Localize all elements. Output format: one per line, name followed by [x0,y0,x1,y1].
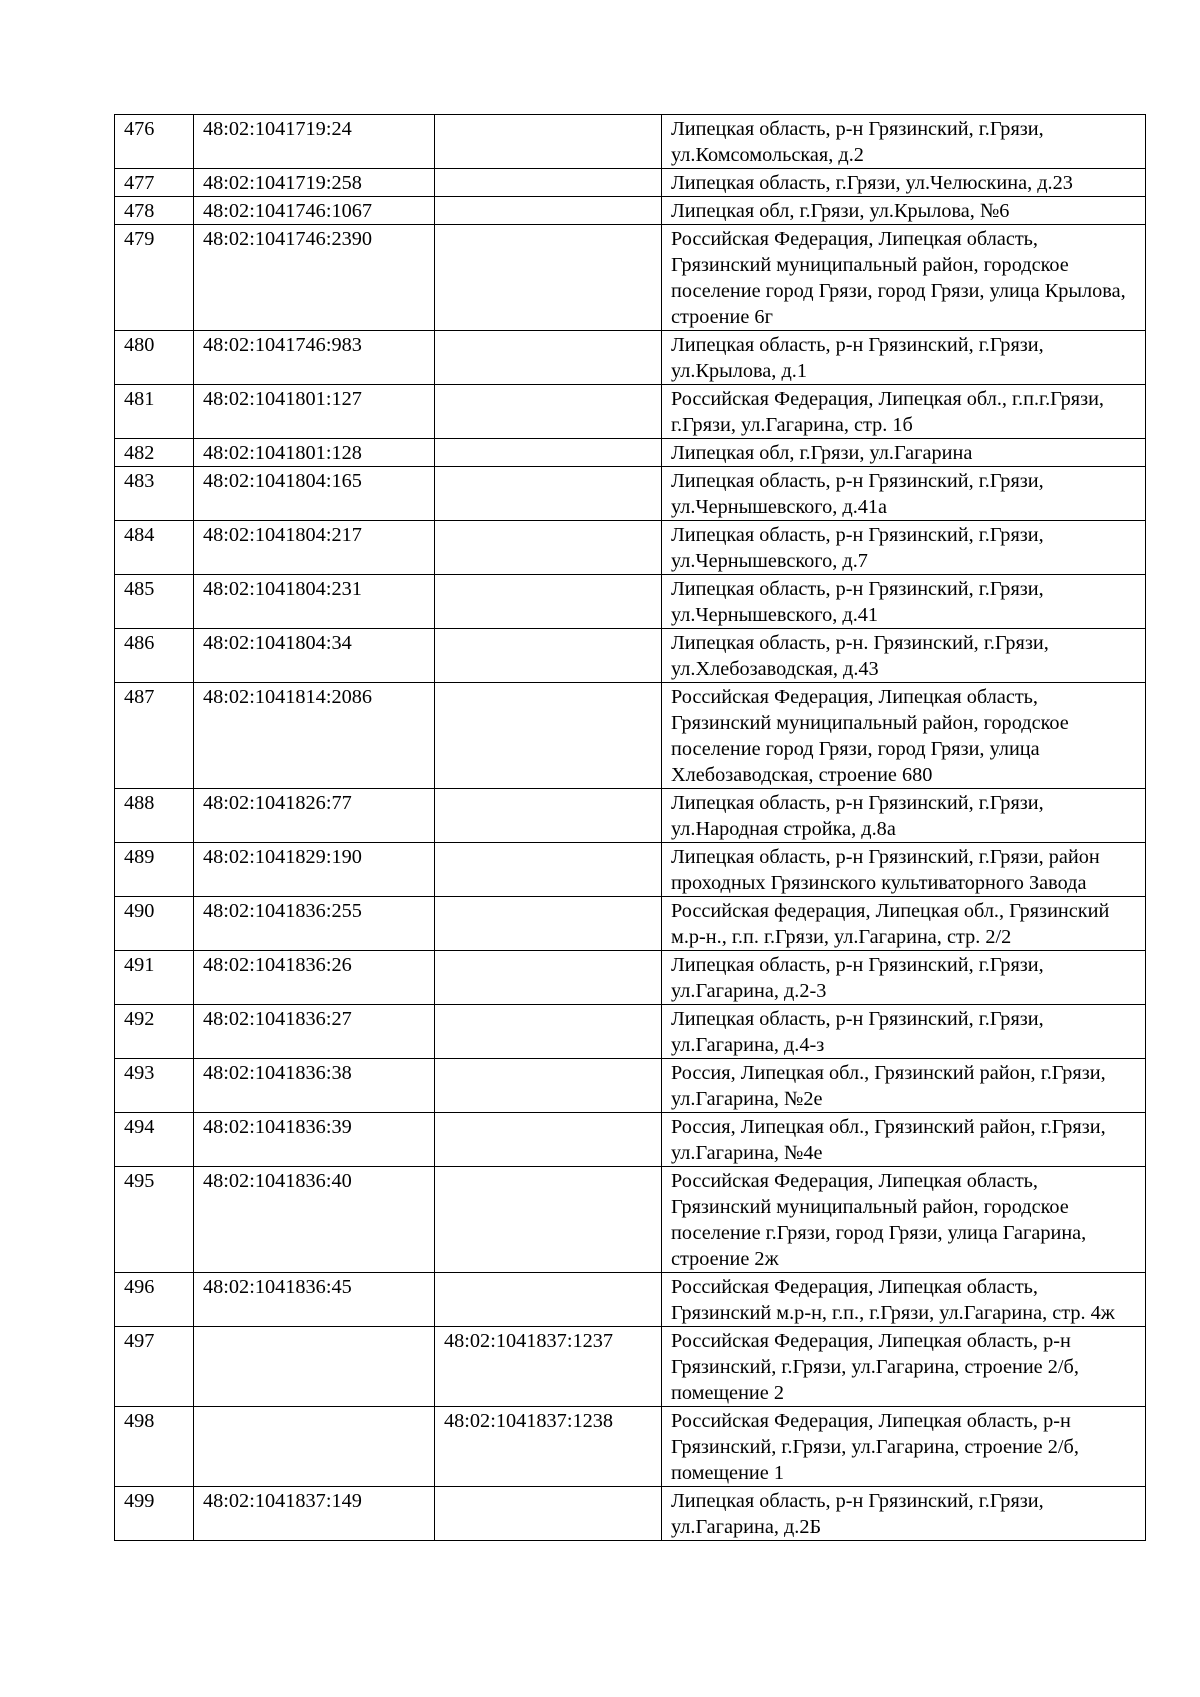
parcel-cadastral-number-cell: 48:02:1041801:127 [194,385,435,439]
premise-cadastral-number-cell [435,521,662,575]
address-cell: Липецкая обл, г.Грязи, ул.Гагарина [662,439,1146,467]
table-row [115,575,1146,629]
table-row [115,197,1146,225]
premise-cadastral-number-cell [435,897,662,951]
address-cell: Российская Федерация, Липецкая область, Грязинский муниципальный район, городское поселение город Грязи, город Грязи, улица Крылова, строение 6г [662,225,1146,331]
row-number-cell: 477 [115,169,194,197]
premise-cadastral-number-cell [435,1487,662,1541]
premise-cadastral-number-cell [435,197,662,225]
address-cell: Липецкая область, р-н. Грязинский, г.Грязи, ул.Хлебозаводская, д.43 [662,629,1146,683]
address-cell: Российская Федерация, Липецкая область, Грязинский муниципальный район, городское поселение г.Грязи, город Грязи, улица Гагарина, строение 2ж [662,1167,1146,1273]
cadastral-registry-table [114,114,1146,1541]
parcel-cadastral-number-cell: 48:02:1041804:34 [194,629,435,683]
table-row [115,1005,1146,1059]
row-number-cell: 483 [115,467,194,521]
parcel-cadastral-number-cell: 48:02:1041801:128 [194,439,435,467]
row-number-cell: 493 [115,1059,194,1113]
row-number-cell: 489 [115,843,194,897]
table-row [115,385,1146,439]
row-number-cell: 488 [115,789,194,843]
premise-cadastral-number-cell [435,1005,662,1059]
address-cell: Российская Федерация, Липецкая область, р-н Грязинский, г.Грязи, ул.Гагарина, строение 2/б, помещение 2 [662,1327,1146,1407]
row-number-cell: 482 [115,439,194,467]
parcel-cadastral-number-cell: 48:02:1041829:190 [194,843,435,897]
parcel-cadastral-number-cell: 48:02:1041804:217 [194,521,435,575]
address-cell: Липецкая область, р-н Грязинский, г.Грязи, ул.Гагарина, д.2-3 [662,951,1146,1005]
premise-cadastral-number-cell [435,951,662,1005]
premise-cadastral-number-cell [435,843,662,897]
address-cell: Липецкая область, р-н Грязинский, г.Грязи, район проходных Грязинского культиваторного Завода [662,843,1146,897]
table-row [115,1113,1146,1167]
row-number-cell: 480 [115,331,194,385]
row-number-cell: 479 [115,225,194,331]
row-number-cell: 496 [115,1273,194,1327]
premise-cadastral-number-cell [435,467,662,521]
parcel-cadastral-number-cell [194,1327,435,1407]
parcel-cadastral-number-cell: 48:02:1041746:983 [194,331,435,385]
parcel-cadastral-number-cell: 48:02:1041804:165 [194,467,435,521]
premise-cadastral-number-cell [435,575,662,629]
address-cell: Липецкая область, р-н Грязинский, г.Грязи, ул.Гагарина, д.2Б [662,1487,1146,1541]
premise-cadastral-number-cell [435,439,662,467]
address-cell: Россия, Липецкая обл., Грязинский район, г.Грязи, ул.Гагарина, №4е [662,1113,1146,1167]
row-number-cell: 481 [115,385,194,439]
address-cell: Липецкая область, р-н Грязинский, г.Грязи, ул.Крылова, д.1 [662,331,1146,385]
parcel-cadastral-number-cell: 48:02:1041836:255 [194,897,435,951]
parcel-cadastral-number-cell [194,1407,435,1487]
parcel-cadastral-number-cell: 48:02:1041836:27 [194,1005,435,1059]
address-cell: Российская Федерация, Липецкая область, Грязинский муниципальный район, городское поселение город Грязи, город Грязи, улица Хлебозаводская, строение 680 [662,683,1146,789]
table-row [115,951,1146,1005]
premise-cadastral-number-cell [435,1167,662,1273]
registry-table-body [115,115,1146,1541]
address-cell: Липецкая область, р-н Грязинский, г.Грязи, ул.Чернышевского, д.41 [662,575,1146,629]
premise-cadastral-number-cell [435,683,662,789]
address-cell: Липецкая область, р-н Грязинский, г.Грязи, ул.Чернышевского, д.7 [662,521,1146,575]
row-number-cell: 478 [115,197,194,225]
table-row [115,1487,1146,1541]
premise-cadastral-number-cell: 48:02:1041837:1238 [435,1407,662,1487]
table-row [115,1167,1146,1273]
table-row [115,843,1146,897]
address-cell: Липецкая область, р-н Грязинский, г.Грязи, ул.Народная стройка, д.8а [662,789,1146,843]
address-cell: Липецкая область, р-н Грязинский, г.Грязи, ул.Чернышевского, д.41а [662,467,1146,521]
parcel-cadastral-number-cell: 48:02:1041836:40 [194,1167,435,1273]
row-number-cell: 476 [115,115,194,169]
table-row [115,521,1146,575]
premise-cadastral-number-cell [435,169,662,197]
row-number-cell: 497 [115,1327,194,1407]
parcel-cadastral-number-cell: 48:02:1041746:1067 [194,197,435,225]
parcel-cadastral-number-cell: 48:02:1041826:77 [194,789,435,843]
address-cell: Липецкая область, р-н Грязинский, г.Грязи, ул.Гагарина, д.4-з [662,1005,1146,1059]
address-cell: Российская федерация, Липецкая обл., Грязинский м.р-н., г.п. г.Грязи, ул.Гагарина, стр. 2/2 [662,897,1146,951]
premise-cadastral-number-cell [435,331,662,385]
row-number-cell: 492 [115,1005,194,1059]
premise-cadastral-number-cell: 48:02:1041837:1237 [435,1327,662,1407]
parcel-cadastral-number-cell: 48:02:1041836:38 [194,1059,435,1113]
row-number-cell: 490 [115,897,194,951]
parcel-cadastral-number-cell: 48:02:1041814:2086 [194,683,435,789]
address-cell: Липецкая область, р-н Грязинский, г.Грязи, ул.Комсомольская, д.2 [662,115,1146,169]
row-number-cell: 494 [115,1113,194,1167]
parcel-cadastral-number-cell: 48:02:1041719:258 [194,169,435,197]
table-row [115,789,1146,843]
address-cell: Липецкая обл, г.Грязи, ул.Крылова, №6 [662,197,1146,225]
table-row [115,1059,1146,1113]
address-cell: Российская Федерация, Липецкая область, р-н Грязинский, г.Грязи, ул.Гагарина, строение 2/б, помещение 1 [662,1407,1146,1487]
address-cell: Российская Федерация, Липецкая область, Грязинский м.р-н, г.п., г.Грязи, ул.Гагарина, стр. 4ж [662,1273,1146,1327]
row-number-cell: 499 [115,1487,194,1541]
table-row [115,629,1146,683]
row-number-cell: 495 [115,1167,194,1273]
table-row [115,467,1146,521]
parcel-cadastral-number-cell: 48:02:1041746:2390 [194,225,435,331]
premise-cadastral-number-cell [435,115,662,169]
row-number-cell: 487 [115,683,194,789]
premise-cadastral-number-cell [435,629,662,683]
premise-cadastral-number-cell [435,1113,662,1167]
premise-cadastral-number-cell [435,225,662,331]
parcel-cadastral-number-cell: 48:02:1041836:26 [194,951,435,1005]
parcel-cadastral-number-cell: 48:02:1041719:24 [194,115,435,169]
row-number-cell: 484 [115,521,194,575]
premise-cadastral-number-cell [435,1273,662,1327]
parcel-cadastral-number-cell: 48:02:1041837:149 [194,1487,435,1541]
address-cell: Липецкая область, г.Грязи, ул.Челюскина, д.23 [662,169,1146,197]
address-cell: Россия, Липецкая обл., Грязинский район, г.Грязи, ул.Гагарина, №2е [662,1059,1146,1113]
row-number-cell: 486 [115,629,194,683]
table-row [115,439,1146,467]
row-number-cell: 498 [115,1407,194,1487]
parcel-cadastral-number-cell: 48:02:1041836:45 [194,1273,435,1327]
table-row [115,225,1146,331]
address-cell: Российская Федерация, Липецкая обл., г.п.г.Грязи, г.Грязи, ул.Гагарина, стр. 1б [662,385,1146,439]
row-number-cell: 491 [115,951,194,1005]
table-row [115,683,1146,789]
table-row [115,1273,1146,1327]
parcel-cadastral-number-cell: 48:02:1041804:231 [194,575,435,629]
table-row [115,115,1146,169]
premise-cadastral-number-cell [435,1059,662,1113]
premise-cadastral-number-cell [435,385,662,439]
table-row [115,331,1146,385]
premise-cadastral-number-cell [435,789,662,843]
row-number-cell: 485 [115,575,194,629]
table-row [115,1327,1146,1407]
table-row [115,169,1146,197]
parcel-cadastral-number-cell: 48:02:1041836:39 [194,1113,435,1167]
table-row [115,1407,1146,1487]
table-row [115,897,1146,951]
